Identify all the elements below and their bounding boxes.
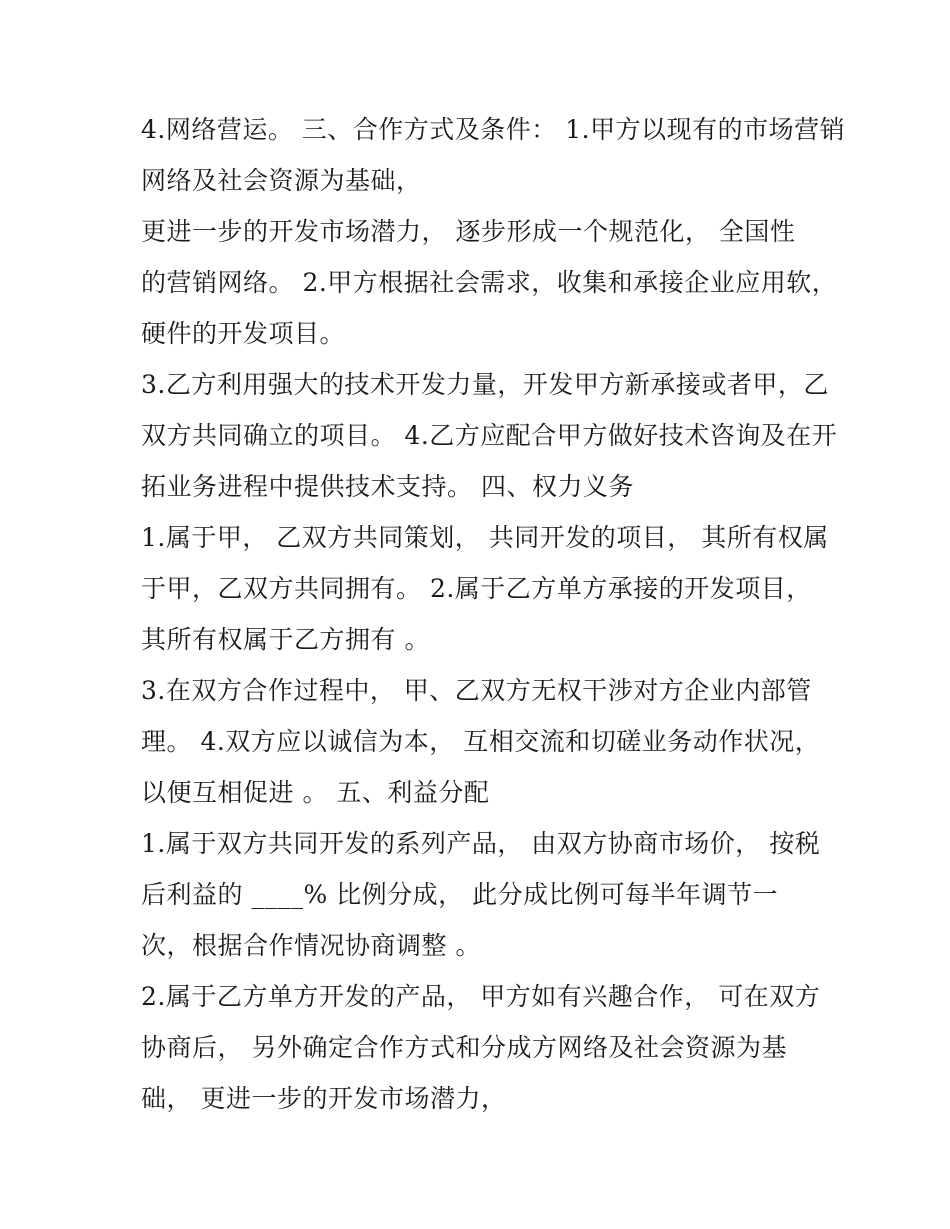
text-line: 3.乙方利用强大的技术开发力量，开发甲方新承接或者甲，乙 xyxy=(141,370,829,399)
text-line: 的营销网络。 2.甲方根据社会需求，收集和承接企业应用软， xyxy=(141,268,838,297)
text-line: 次，根据合作情况协商调整 。 xyxy=(141,931,481,960)
text-line: 协商后， 另外确定合作方式和分成方网络及社会资源为基 xyxy=(141,1033,787,1062)
text-line: 础， 更进一步的开发市场潜力， xyxy=(141,1084,507,1113)
text-line: 网络及社会资源为基础， xyxy=(141,166,422,195)
text-line: 硬件的开发项目。 xyxy=(141,319,346,348)
text-line: 拓业务进程中提供技术支持。 四、权力义务 xyxy=(141,472,634,501)
text-line: 4.网络营运。 三、合作方式及条件： 1.甲方以现有的市场营销 xyxy=(141,115,846,144)
text-line: 以便互相促进 。 五、利益分配 xyxy=(141,778,490,807)
text-line: 后利益的 ____% 比例分成， 此分成比例可每半年调节一 xyxy=(141,880,779,909)
text-line: 双方共同确立的项目。 4.乙方应配合甲方做好技术咨询及在开 xyxy=(141,421,838,450)
text-line: 1.属于双方共同开发的系列产品， 由双方协商市场价， 按税 xyxy=(141,829,821,858)
document-body xyxy=(141,110,846,1130)
text-line: 1.属于甲， 乙双方共同策划， 共同开发的项目， 其所有权属 xyxy=(141,523,829,552)
text-line: 于甲，乙双方共同拥有。 2.属于乙方单方承接的开发项目， xyxy=(141,574,812,603)
text-line: 理。 4.双方应以诚信为本， 互相交流和切磋业务动作状况， xyxy=(141,727,821,756)
text-line: 3.在双方合作过程中， 甲、乙双方无权干涉对方企业内部管 xyxy=(141,676,812,705)
text-line: 2.属于乙方单方开发的产品， 甲方如有兴趣合作， 可在双方 xyxy=(141,982,821,1011)
text-line: 其所有权属于乙方拥有 。 xyxy=(141,625,430,654)
text-line: 更进一步的开发市场潜力， 逐步形成一个规范化， 全国性 xyxy=(141,217,796,246)
